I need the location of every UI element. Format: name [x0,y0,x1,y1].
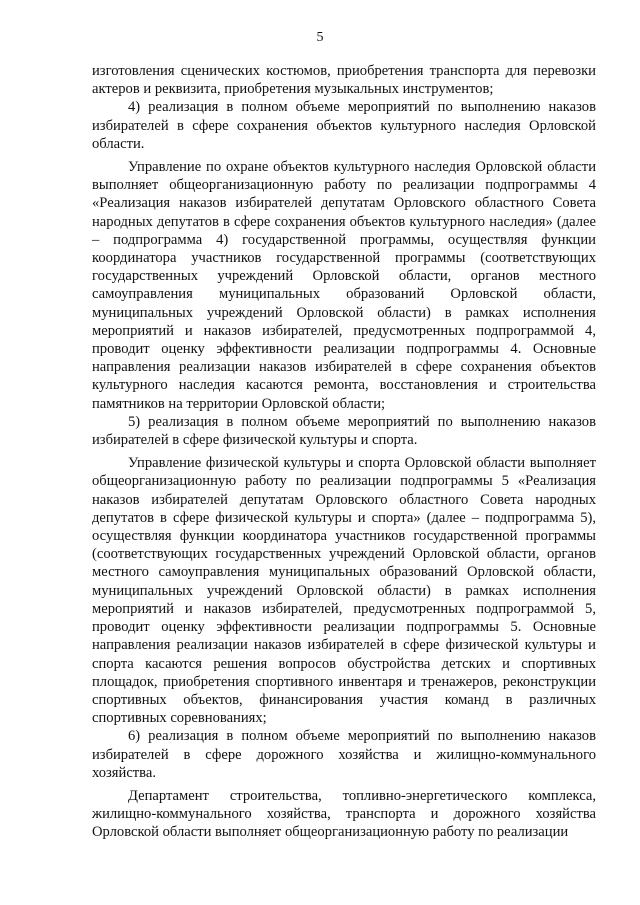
paragraph-construction-department: Департамент строительства, топливно-энергетического комплекса, жилищно-коммунального хозяйства, транспорта и дорожного хозяйства Орловской области выполняет общеорганизационную работу по реализации [92,787,596,841]
paragraph-continuation: изготовления сценических костюмов, приобретения транспорта для перевозки актеров и реквизита, приобретения музыкальных инструментов; [92,63,596,98]
list-item-4: 4) реализация в полном объеме мероприятий по выполнению наказов избирателей в сфере сохранения объектов культурного наследия Орловской области. [92,99,596,152]
list-item-5: 5) реализация в полном объеме мероприятий по выполнению наказов избирателей в сфере физической культуры и спорта. [92,413,596,449]
paragraph-sport-department: Управление физической культуры и спорта Орловской области выполняет общеорганизационную работу по реализации подпрограммы 5 «Реализация наказов избирателей депутатам Орловского областного Совета народных депутатов в сфере физической культуры и спорта» (далее – подпрограмма 5), осуществляя функции координатора участников государственной программы (соответствующих государственных учреждений Орловской области, органов местного самоуправления муниципальных образований Орловской области, муниципальных учреждений Орловской области) в рамках исполнения мероприятий и наказов избирателей, предусмотренных подпрограммой 5, проводит оценку эффективности реализации подпрограммы 5. Основные направления реализации наказов избирателей в сфере физической культуры и спорта касаются решения вопросов обустройства детских и спортивных площадок, приобретения спортивного инвентаря и тренажеров, реконструкции спортивных объектов, финансирования участия команд в различных спортивных соревнованиях; [92,455,596,727]
list-item-6: 6) реализация в полном объеме мероприятий по выполнению наказов избирателей в сфере дорожного хозяйства и жилищно-коммунального хозяйства. [92,728,596,781]
paragraph-heritage-department: Управление по охране объектов культурного наследия Орловской области выполняет общеорганизационную работу по реализации подпрограммы 4 «Реализация наказов избирателей депутатам Орловского областного Совета народных депутатов в сфере сохранения объектов культурного наследия» (далее – подпрограмма 4) государственной программы, осуществляя функции координатора участников государственной программы (соответствующих государственных учреждений Орловской области, органов местного самоуправления муниципальных образований Орловской области, муниципальных учреждений Орловской области) в рамках исполнения мероприятий и наказов избирателей, предусмотренных подпрограммой 4, проводит оценку эффективности реализации подпрограммы 4. Основные направления реализации наказов избирателей в сфере сохранения объектов культурного наследия касаются ремонта, восстановления и строительства памятников на территории Орловской области; [92,159,596,412]
page-number: 5 [316,30,324,45]
